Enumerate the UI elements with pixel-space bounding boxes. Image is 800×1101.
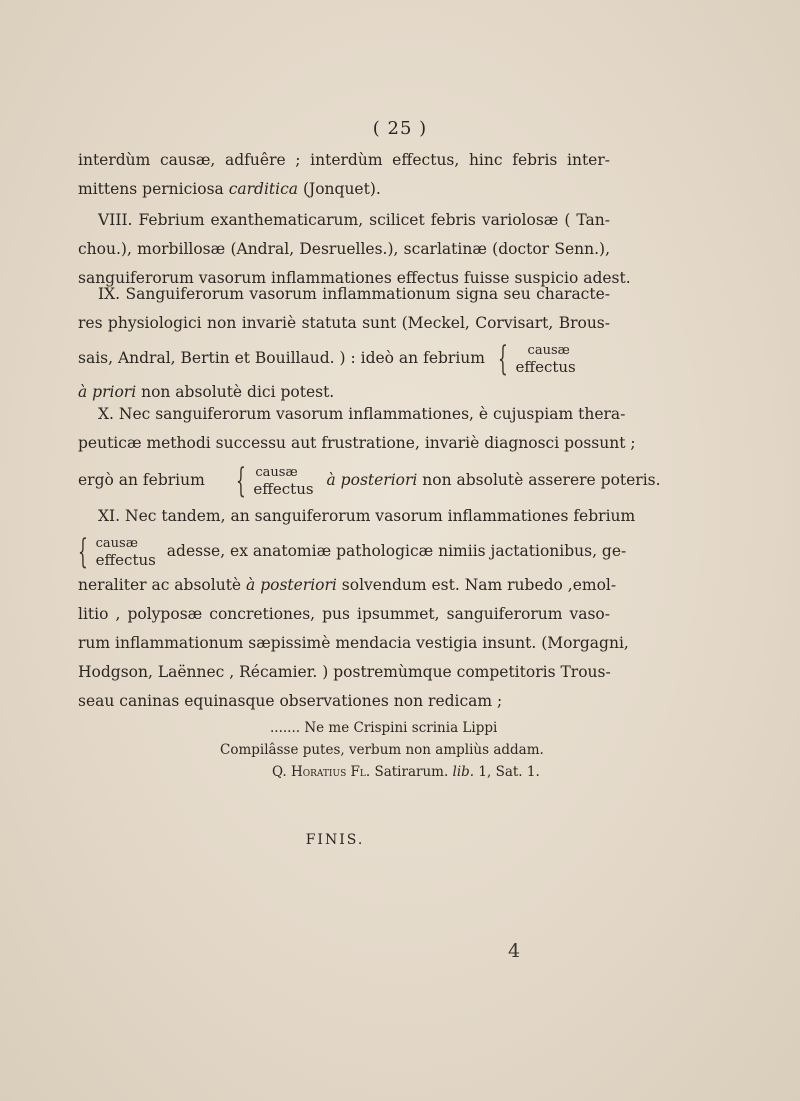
- section-ix: [78, 280, 610, 407]
- brace-option-top: causæ: [95, 536, 138, 551]
- italic-term: à posteriori: [326, 471, 418, 489]
- text-span: non absolutè asserere poteris.: [417, 471, 661, 489]
- text-line: sanguiferorum vasorum inflammationes effectus fuisse suspicio adest.: [78, 269, 631, 287]
- author-name: Horatius Fl.: [290, 764, 371, 780]
- brace-option-top: causæ: [527, 343, 570, 358]
- page-number: ( 25 ): [372, 118, 428, 139]
- brace-option-bottom: effectus: [253, 480, 314, 498]
- section-x: [78, 400, 661, 502]
- finis-heading: FINIS.: [305, 832, 365, 848]
- section-xi: [77, 502, 636, 716]
- brace-options: [516, 342, 576, 376]
- italic-term: carditica: [228, 180, 299, 198]
- paragraph-top: [78, 146, 610, 204]
- quote-citation: [200, 761, 580, 783]
- brace-options: [253, 464, 313, 498]
- text-line: peuticæ methodi successu aut frustratione, invariè diagnosci possunt ;: [78, 434, 636, 452]
- curly-brace-icon: {: [497, 339, 508, 379]
- italic-term: à posteriori: [246, 576, 337, 594]
- text-line: [78, 458, 661, 502]
- text-line: [77, 531, 627, 572]
- text-line: res physiologici non invariè statuta sunt (Meckel, Corvisart, Brous-: [78, 314, 610, 332]
- brace-option-bottom: effectus: [515, 358, 576, 376]
- brace-option-bottom: effectus: [95, 551, 156, 569]
- brace-group: [77, 532, 156, 572]
- text-line: Hodgson, Laënnec , Récamier. ) postremùmque competitoris Trous-: [78, 663, 611, 681]
- text-span: mittens perniciosa: [78, 180, 229, 198]
- text-line: seau caninas equinasque observationes non redicam ;: [78, 692, 503, 710]
- section-heading-line: IX. Sanguiferorum vasorum inflammationum signa seu characte-: [98, 285, 610, 303]
- curly-brace-icon: {: [235, 461, 246, 501]
- text-span: Satirarum.: [370, 764, 453, 780]
- text-span: 1, Sat. 1.: [474, 764, 540, 780]
- horace-quotation: [200, 717, 580, 783]
- text-span: non absolutè dici potest.: [136, 383, 335, 401]
- quote-line: Compilâsse putes, verbum non ampliùs addam.: [220, 742, 544, 758]
- italic-term: à priori: [78, 383, 137, 401]
- brace-options: [96, 535, 156, 569]
- signature-mark: 4: [508, 940, 521, 962]
- italic-term: lib.: [452, 764, 475, 780]
- curly-brace-icon: {: [77, 532, 88, 572]
- text-span: adesse, ex anatomiæ pathologicæ nimiis jactationibus, ge-: [166, 542, 627, 560]
- brace-option-top: causæ: [255, 465, 298, 480]
- text-span: Q.: [272, 764, 291, 780]
- text-line: [78, 571, 617, 600]
- text-line: [78, 338, 610, 378]
- text-span: sais, Andral, Bertin et Bouillaud. ) : ideò an febrium: [78, 349, 485, 367]
- text-line: [78, 175, 610, 204]
- section-heading-line: XI. Nec tandem, an sanguiferorum vasorum inflammationes febrium: [98, 507, 636, 525]
- quote-line: ....... Ne me Crispini scrinia Lippi: [270, 720, 498, 736]
- text-span: solvendum est. Nam rubedo ,emol-: [336, 576, 617, 594]
- text-span: (Jonquet).: [298, 180, 381, 198]
- section-heading-line: X. Nec sanguiferorum vasorum inflammationes, è cujuspiam thera-: [98, 405, 626, 423]
- text-line: rum inflammationum sæpissimè mendacia vestigia insunt. (Morgagni,: [78, 634, 629, 652]
- text-line: chou.), morbillosæ (Andral, Desruelles.), scarlatinæ (doctor Senn.),: [78, 240, 610, 258]
- text-line: litio , polyposæ concretiones, pus ipsummet, sanguiferorum vaso-: [78, 605, 610, 623]
- section-heading-line: VIII. Febrium exanthematicarum, scilicet febris variolosæ ( Tan-: [98, 211, 610, 229]
- text-span: neraliter ac absolutè: [78, 576, 247, 594]
- brace-group: [228, 461, 314, 501]
- text-span: ergò an febrium: [78, 471, 205, 489]
- brace-group: [490, 339, 576, 379]
- text-line: interdùm causæ, adfuêre ; interdùm effectus, hinc febris inter-: [78, 151, 610, 169]
